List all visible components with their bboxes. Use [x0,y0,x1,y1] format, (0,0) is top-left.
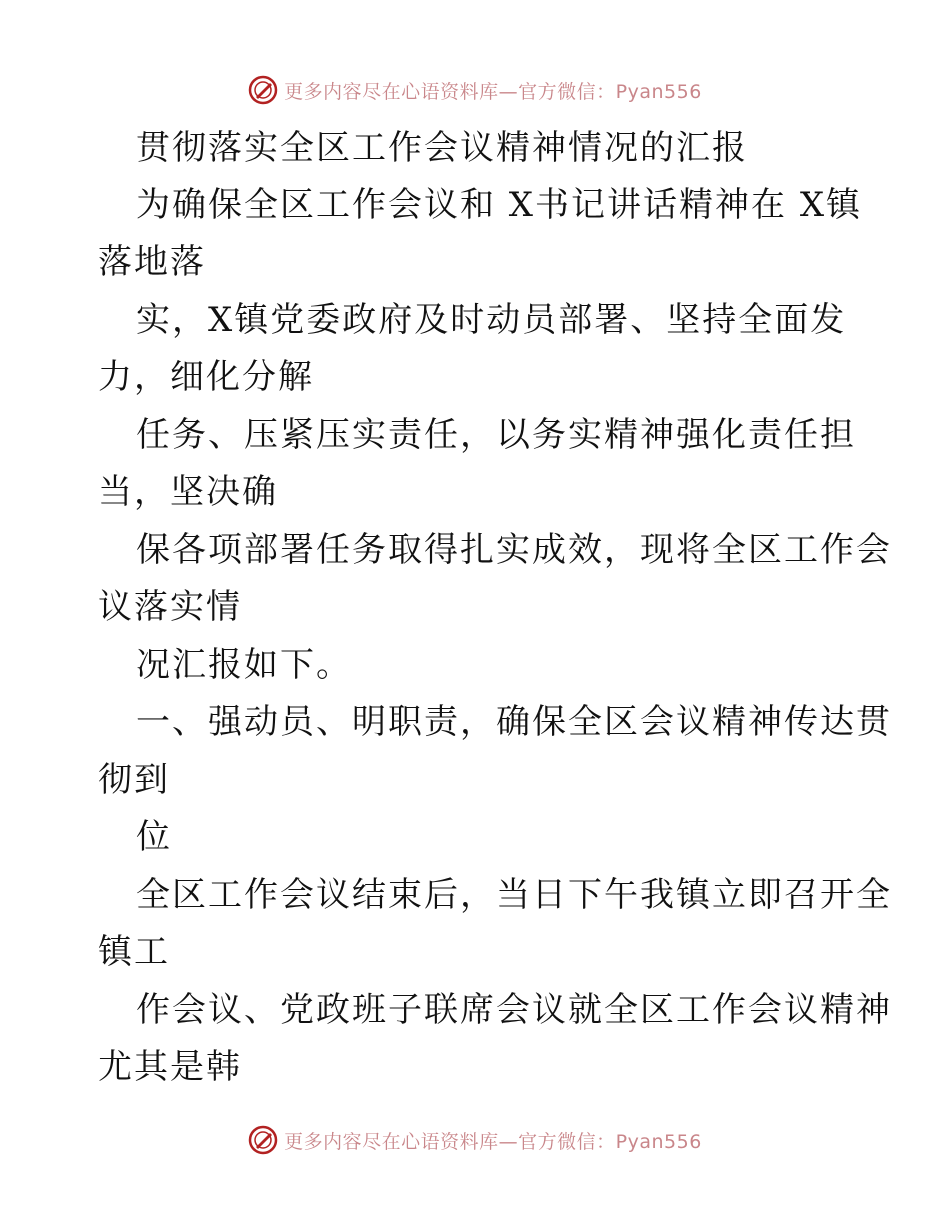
text-line: 况汇报如下。 [136,645,352,685]
pen-logo-icon [248,75,278,105]
watermark-text: 更多内容尽在心语资料库—官方微信：Pyan556 [284,80,702,103]
text-line: 落地落 [98,242,206,282]
section-heading-continued: 位 [136,817,172,857]
text-line: 为确保全区工作会议和 X书记讲话精神在 X镇 [136,185,863,225]
text-line: 力，细化分解 [98,357,314,397]
text-line: 尤其是韩 [98,1047,242,1087]
text-line: 当，坚决确 [98,472,278,512]
watermark-banner-top [0,70,950,110]
section-heading: 一、强动员、明职责，确保全区会议精神传达贯 [136,702,892,742]
pen-logo-icon [248,1125,278,1155]
section-heading-continued: 彻到 [98,760,170,800]
text-line: 镇工 [98,932,170,972]
text-line: 任务、压紧压实责任，以务实精神强化责任担 [136,415,856,455]
text-line: 全区工作会议结束后，当日下午我镇立即召开全 [136,875,892,915]
watermark-banner-bottom [0,1120,950,1160]
text-line: 作会议、党政班子联席会议就全区工作会议精神 [136,990,892,1030]
text-line: 实，X镇党委政府及时动员部署、坚持全面发 [136,300,847,340]
watermark-text: 更多内容尽在心语资料库—官方微信：Pyan556 [284,1130,702,1153]
document-title: 贯彻落实全区工作会议精神情况的汇报 [136,128,748,168]
text-line: 保各项部署任务取得扎实成效，现将全区工作会 [136,530,892,570]
text-line: 议落实情 [98,587,242,627]
